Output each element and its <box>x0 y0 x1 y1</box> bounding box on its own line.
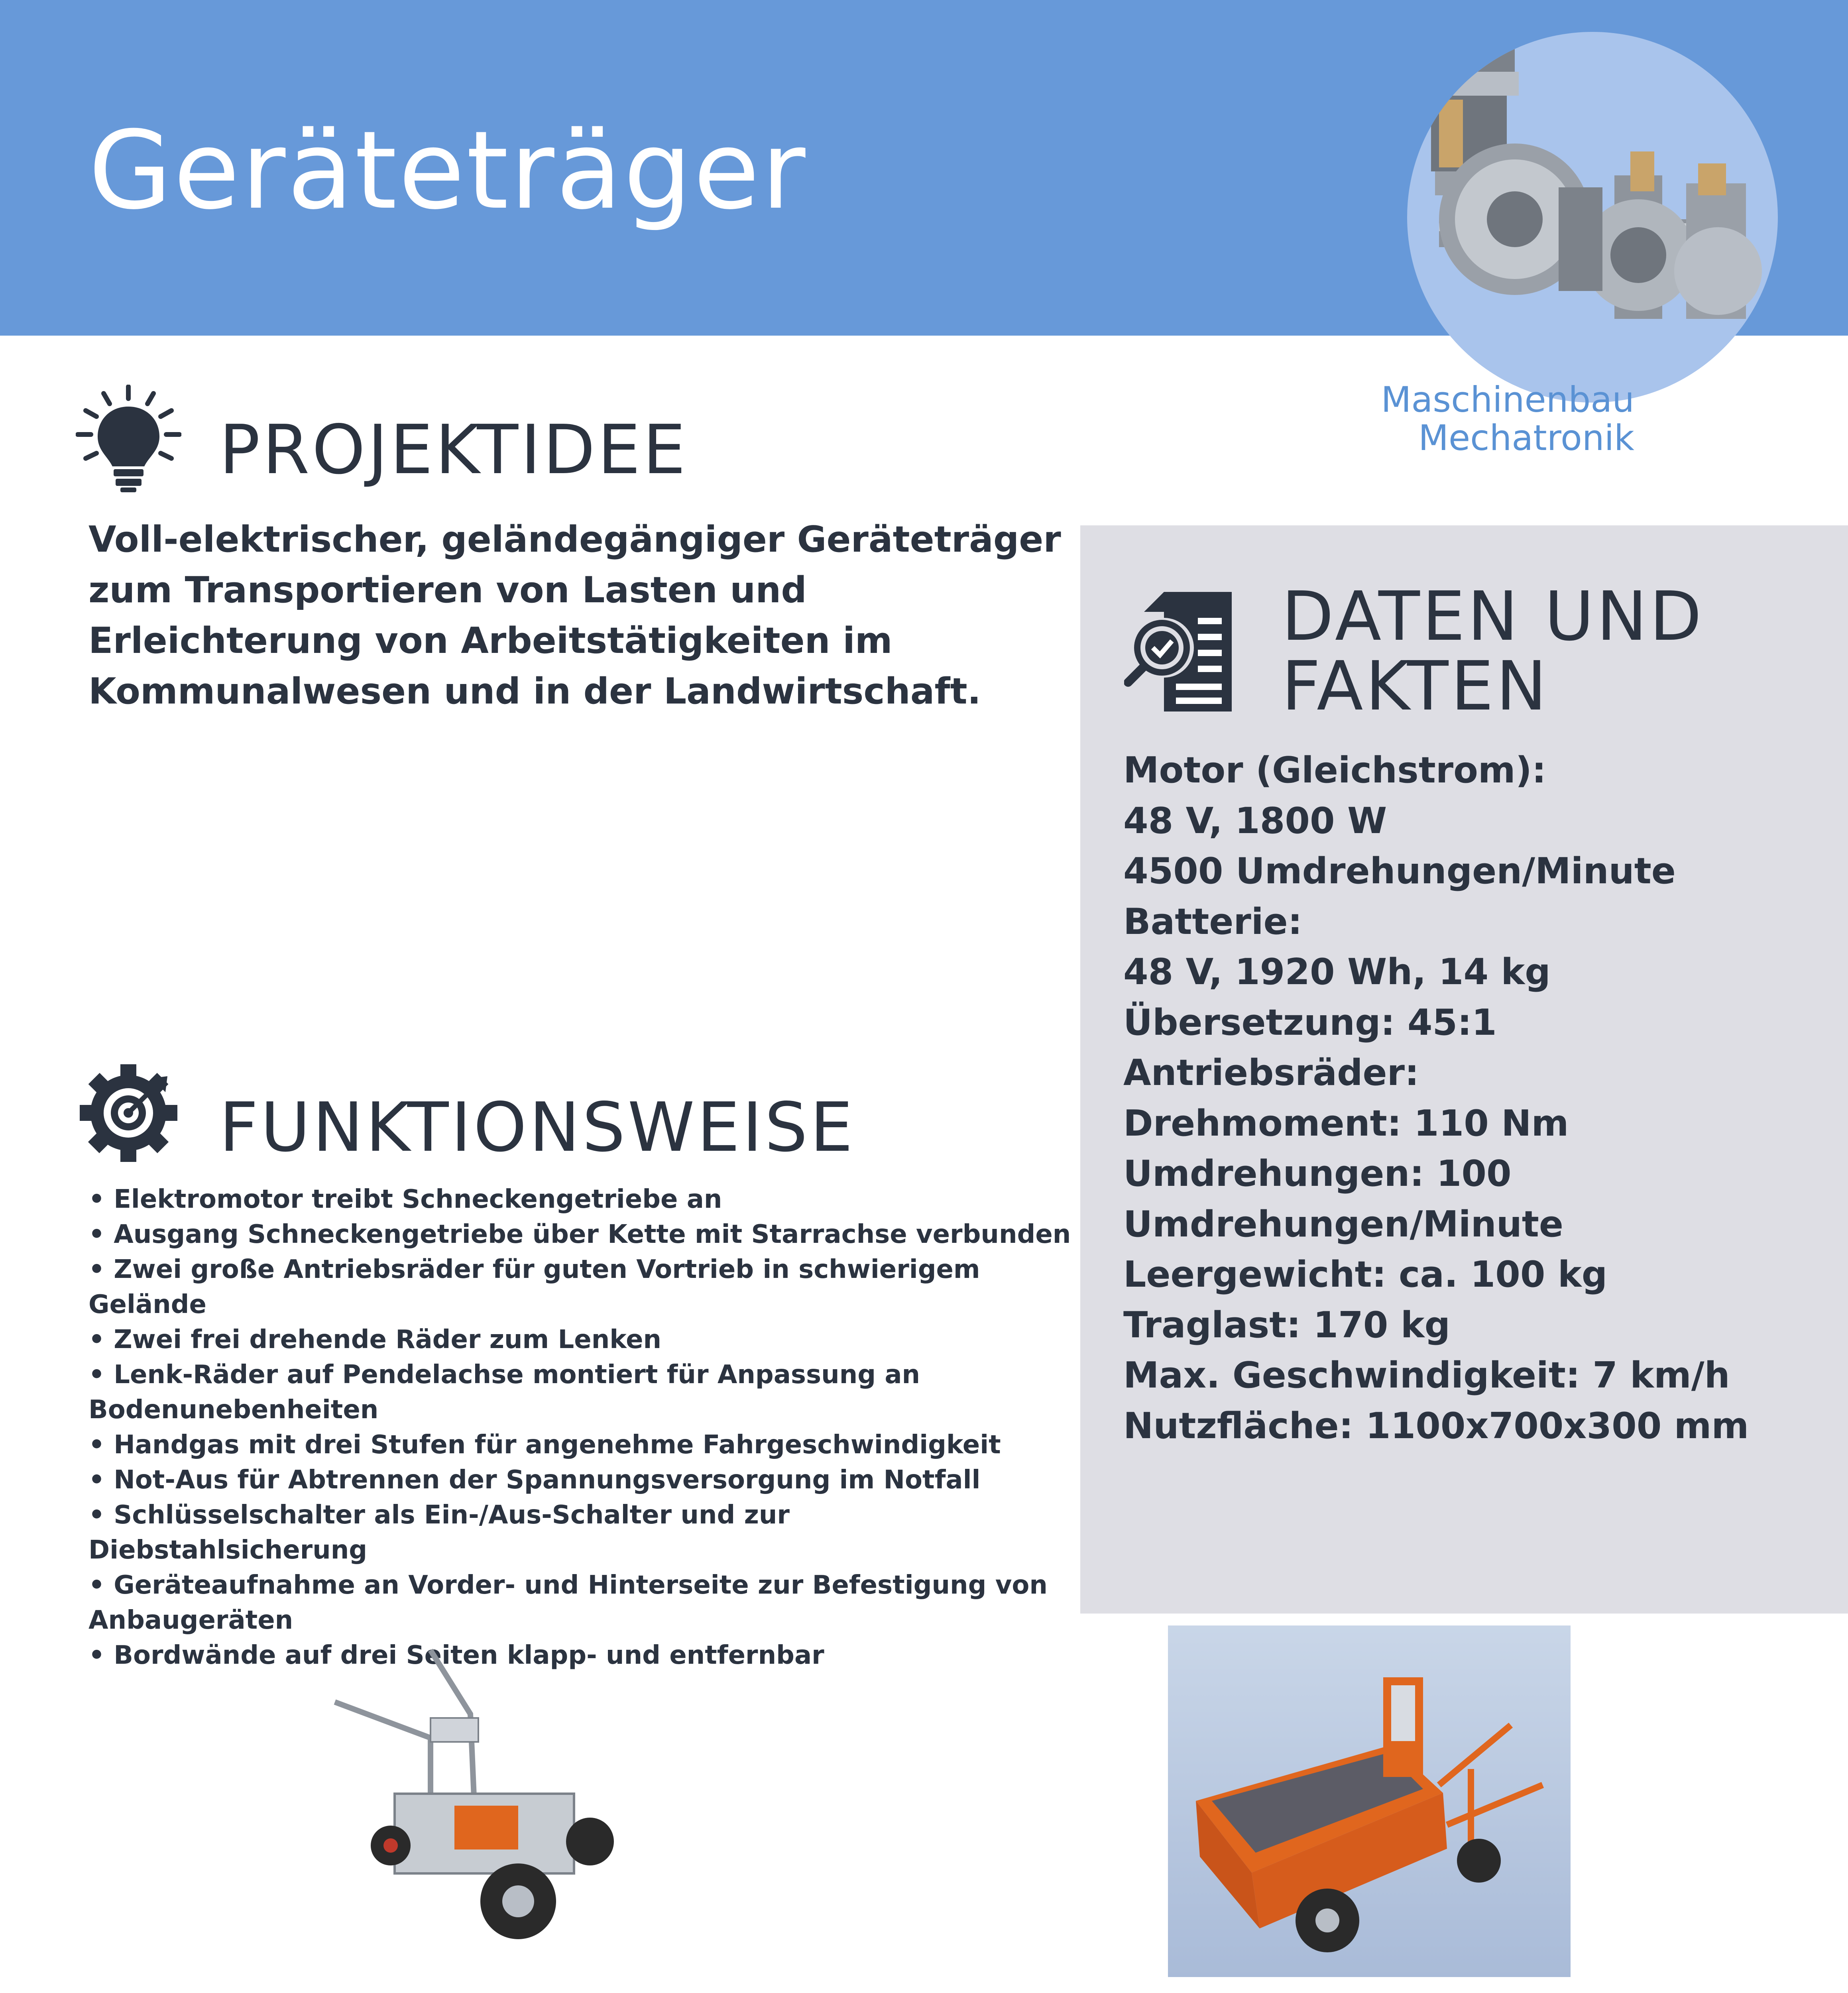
data-line: Übersetzung: 45:1 <box>1123 1001 1497 1044</box>
daten-heading-line-2: FAKTEN <box>1282 647 1549 726</box>
data-line: Leergewicht: ca. 100 kg <box>1123 1254 1608 1295</box>
list-item: • Zwei große Antriebsräder für guten Vortrieb in schwierigem Gelände <box>88 1255 980 1319</box>
data-line: Antriebsräder: <box>1123 1052 1419 1094</box>
funktionsweise-heading: FUNKTIONSWEISE <box>219 1088 855 1167</box>
daten-heading-line-1: DATEN UND <box>1282 577 1704 656</box>
data-line: Umdrehungen/Minute <box>1123 1203 1563 1245</box>
gearbox-illustration <box>1407 32 1778 403</box>
data-line: 4500 Umdrehungen/Minute <box>1123 850 1676 892</box>
list-item: • Bordwände auf drei Seiten klapp- und entfernbar <box>88 1641 824 1670</box>
lightbulb-icon <box>76 385 181 492</box>
data-line: 48 V, 1920 Wh, 14 kg <box>1123 951 1551 993</box>
list-item: • Lenk-Räder auf Pendelachse montiert für Anpassung an Bodenunebenheiten <box>88 1360 920 1425</box>
list-item: • Zwei frei drehende Räder zum Lenken <box>88 1325 662 1354</box>
daten-heading <box>1282 577 1820 726</box>
data-line: Batterie: <box>1123 900 1302 943</box>
data-line: 48 V, 1800 W <box>1123 800 1387 842</box>
projektidee-text: Voll-elektrischer, geländegängiger Geräteträger zum Transportieren von Lasten und Erleichterung von Arbeitstätigkeiten im Kommunalwesen und in der Landwirtschaft. <box>88 519 1061 712</box>
funktionsweise-list <box>88 1182 1073 1673</box>
list-item: • Not-Aus für Abtrennen der Spannungsversorgung im Notfall <box>88 1465 981 1495</box>
department-line-2: Mechatronik <box>1418 417 1634 458</box>
department-line-1: Maschinenbau <box>1381 379 1634 420</box>
department-label <box>1315 381 1634 457</box>
projektidee-heading: PROJEKTIDEE <box>219 411 688 489</box>
gearbox-icon <box>1407 32 1778 403</box>
cart-box-render-1 <box>1168 1625 1571 1977</box>
page-title: Geräteträger <box>88 108 807 233</box>
list-item: • Geräteaufnahme an Vorder- und Hinterseite zur Befestigung von Anbaugeräten <box>88 1570 1048 1635</box>
data-line: Nutzfläche: 1100x700x300 mm <box>1123 1405 1749 1447</box>
list-item: • Elektromotor treibt Schneckengetriebe an <box>88 1185 722 1214</box>
data-line: Umdrehungen: 100 <box>1123 1153 1512 1195</box>
data-line: Motor (Gleichstrom): <box>1123 749 1546 791</box>
list-item: • Handgas mit drei Stufen für angenehme Fahrgeschwindigkeit <box>88 1430 1001 1460</box>
cart-frame-render <box>311 1638 650 1949</box>
list-item: • Schlüsselschalter als Ein-/Aus-Schalter und zur Diebstahlsicherung <box>88 1500 790 1565</box>
list-item: • Ausgang Schneckengetriebe über Kette mit Starrachse verbunden <box>88 1220 1071 1249</box>
data-line: Drehmoment: 110 Nm <box>1123 1102 1569 1144</box>
gear-target-icon <box>76 1060 181 1166</box>
daten-list <box>1123 745 1833 1451</box>
data-line: Max. Geschwindigkeit: 7 km/h <box>1123 1354 1730 1396</box>
data-line: Traglast: 170 kg <box>1123 1304 1451 1346</box>
document-search-icon <box>1124 590 1248 713</box>
